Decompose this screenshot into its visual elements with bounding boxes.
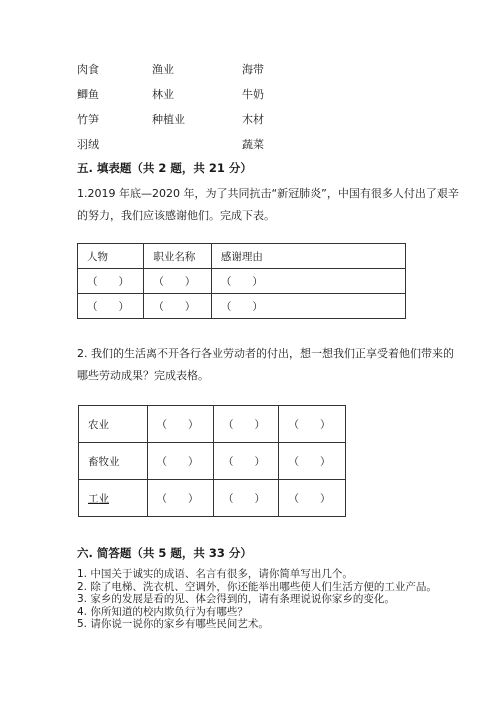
question-1-line-1: 1.2019 年底—2020 年，为了共同抗击“新冠肺炎”，中国有很多人付出了艰辛 [77,187,459,200]
word-item: 海带 [242,63,264,76]
word-item: 蔬菜 [242,138,264,151]
table-row [78,294,406,319]
blank-cell[interactable]: （ ） [213,406,278,443]
blank-cell[interactable]: （ ） [279,443,346,480]
word-item: 种植业 [152,113,185,126]
blank-cell[interactable]: （ ） [211,269,405,294]
header-cell: 人物 [78,244,144,269]
word-item: 竹笋 [77,113,99,126]
question-1-line-2: 的努力，我们应该感谢他们。完成下表。 [77,209,275,222]
table-row [78,269,406,294]
question-2-line-2: 哪些劳动成果？完成表格。 [77,369,209,382]
section-5-title: 五. 填表题（共 2 题，共 21 分） [77,161,252,175]
blank-cell[interactable]: （ ） [147,443,213,480]
table-header-row [78,244,406,269]
table-row [79,443,346,480]
blank-cell[interactable]: （ ） [144,269,211,294]
word-item: 鲫鱼 [77,88,99,101]
blank-cell[interactable]: （ ） [211,294,405,319]
table-row [79,406,346,443]
header-cell: 职业名称 [144,244,211,269]
blank-cell[interactable]: （ ） [279,480,346,517]
blank-cell[interactable]: （ ） [213,480,278,517]
row-label: 工业 [79,480,148,517]
section-6-title: 六. 简答题（共 5 题，共 33 分） [77,546,252,560]
blank-cell[interactable]: （ ） [78,269,144,294]
blank-cell[interactable]: （ ） [147,406,213,443]
short-answer-question: 4. 你所知道的校内欺负行为有哪些？ [77,605,248,618]
word-item: 渔业 [152,63,174,76]
short-answer-question: 3. 家乡的发展是看的见、体会得到的，请有条理说说你家乡的变化。 [77,593,395,606]
table-row [79,480,346,517]
word-item: 肉食 [77,63,99,76]
question-list [77,568,437,631]
short-answer-question: 5. 请你说一说你的家乡有哪些民间艺术。 [77,618,269,631]
short-answer-question: 1. 中国关于诚实的成语、名言有很多，请你简单写出几个。 [77,568,353,580]
row-label: 畜牧业 [79,443,148,480]
blank-cell[interactable]: （ ） [213,443,278,480]
blank-cell[interactable]: （ ） [147,480,213,517]
labor-results-table [78,405,346,517]
thanks-table [77,243,406,319]
blank-cell[interactable]: （ ） [144,294,211,319]
row-label: 农业 [79,406,148,443]
word-item: 木材 [242,113,264,126]
word-item: 羽绒 [77,138,99,151]
header-cell: 感谢理由 [211,244,405,269]
short-answer-question: 2. 除了电梯、洗衣机、空调外，你还能举出哪些使人们生活方便的工业产品。 [77,580,437,593]
question-2-line-1: 2. 我们的生活离不开各行各业劳动者的付出，想一想我们正享受着他们带来的 [77,347,454,360]
word-item: 林业 [152,88,174,101]
blank-cell[interactable]: （ ） [78,294,144,319]
blank-cell[interactable]: （ ） [279,406,346,443]
word-item: 牛奶 [242,88,264,101]
